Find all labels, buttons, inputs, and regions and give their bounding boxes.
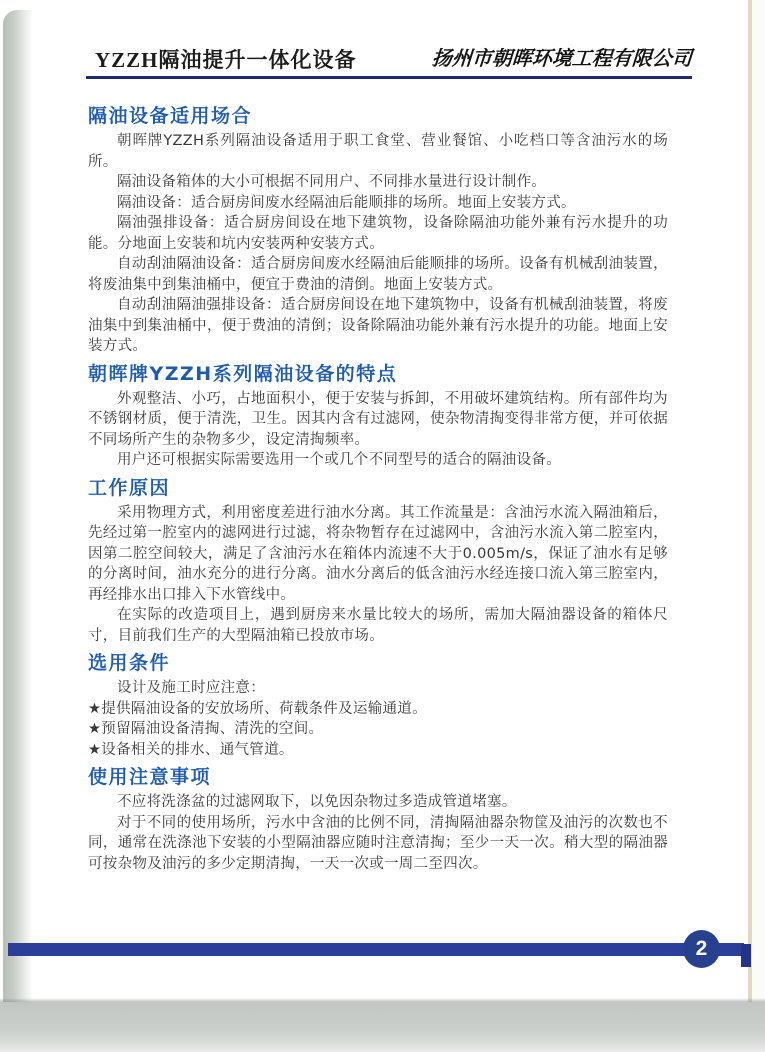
footer-bar-end-notch [741, 944, 751, 967]
paragraph: 对于不同的使用场所，污水中含油的比例不同，清掏隔油器杂物筐及油污的次数也不同，通常在洗涤池下安装的小型隔油器应随时注意清掏；至少一天一次。稍大型的隔油器可按杂物及油污的多少定期清掏，一天一次或一周二至四次。 [88, 814, 668, 872]
paragraph: 不应将洗涤盆的过滤网取下，以免因杂物过多造成管道堵塞。 [117, 794, 517, 810]
scan-left-edge [3, 10, 33, 1010]
paragraph: 隔油强排设备：适合厨房间设在地下建筑物，设备除隔油功能外兼有污水提升的功能。分地面上安装和坑内安装两种安装方式。 [88, 215, 668, 252]
paragraph: 隔油设备箱体的大小可根据不同用户、不同排水量进行设计制作。 [117, 174, 547, 190]
section-features [88, 362, 668, 471]
page-number-badge [683, 930, 720, 968]
section-heading: 工作原因 [88, 476, 171, 499]
paragraph: 自动刮油隔油设备：适合厨房间废水经隔油后能顺排的场所。设备有机械刮油装置，将废油集中到集油桶中，便宜于费油的清倒。地面上安装方式。 [88, 256, 668, 293]
scan-bottom-band [0, 1002, 765, 1052]
company-name: 扬州市朝晖环境工程有限公司 [431, 48, 693, 70]
paragraph: 采用物理方式，利用密度差进行油水分离。其工作流量是：含油污水流入隔油箱后，先经过第一腔室内的滤网进行过滤，将杂物暂存在过滤网中，含油污水流入第二腔室内，因第二腔空间较大，满足了含油污水在箱体内流速不大于0.005m/s，保证了油水有足够的分离时间，油水充分的进行分离。油水分离后的低含油污水经连接口流入第三腔室内，再经排水出口排入下水管线中。 [88, 504, 668, 603]
paragraph: 隔油设备：适合厨房间废水经隔油后能顺排的场所。地面上安装方式。 [117, 194, 576, 211]
paragraph: 自动刮油隔油强排设备：适合厨房间设在地下建筑物中，设备有机械刮油装置，将废油集中到集油桶中，便于费油的清倒；设备除隔油功能外兼有污水提升的功能。地面上安装方式。 [88, 297, 668, 354]
section-application-scenarios [88, 104, 668, 357]
section-heading: 使用注意事项 [88, 766, 212, 788]
paragraph: 设计及施工时应注意： [117, 680, 265, 696]
section-usage-notes [88, 765, 668, 874]
section-heading: 选用条件 [88, 652, 171, 674]
section-working-principle [88, 476, 668, 647]
paragraph: 在实际的改造项目上，遇到厨房来水量比较大的场所，需加大隔油器设备的箱体尺寸，目前我们生产的大型隔油箱已投放市场。 [88, 607, 668, 644]
page-number: 2 [695, 937, 708, 960]
paragraph: 用户还可根据实际需要选用一个或几个不同型号的适合的隔油设备。 [117, 452, 561, 468]
bullet-paragraph: ★提供隔油设备的安放场所、荷载条件及运输通道。 [88, 700, 427, 717]
section-heading: 朝晖牌YZZH系列隔油设备的特点 [88, 362, 398, 385]
section-heading: 隔油设备适用场合 [88, 105, 253, 127]
header-rule [86, 76, 692, 79]
scan-right-margin [752, 0, 765, 1002]
paragraph: 朝晖牌YZZH系列隔油设备适用于职工食堂、营业餐馆、小吃档口等含油污水的场所。 [88, 133, 668, 170]
document-body [88, 104, 668, 874]
section-selection-conditions [88, 651, 668, 760]
page-title: YZZH隔油提升一体化设备 [95, 48, 357, 72]
paragraph: 外观整洁、小巧，占地面积小，便于安装与拆卸，不用破坏建筑结构。所有部件均为不锈钢材质，便于清洗，卫生。因其内含有过滤网，使杂物清掏变得非常方便，并可依据不同场所产生的杂物多少，设定清掏频率。 [88, 390, 668, 448]
bullet-paragraph: ★预留隔油设备清掏、清洗的空间。 [88, 721, 324, 737]
footer-bar [8, 943, 744, 956]
bullet-paragraph: ★设备相关的排水、通气管道。 [88, 741, 294, 758]
